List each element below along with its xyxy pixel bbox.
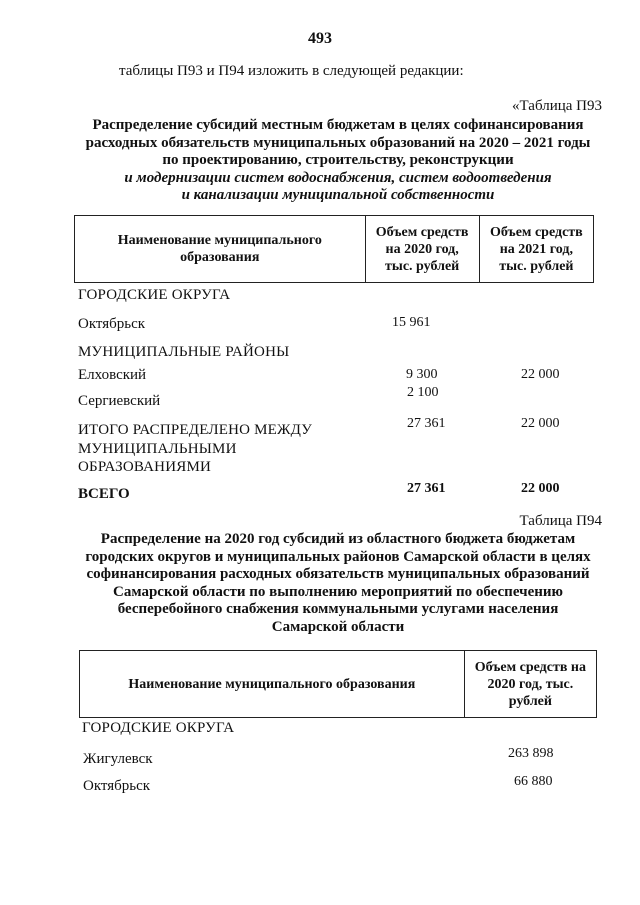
total-label: ВСЕГО [78, 486, 130, 502]
subtotal-line: МУНИЦИПАЛЬНЫМИ [78, 440, 237, 457]
table-93-ref: «Таблица П93 [512, 98, 602, 114]
table-93-title [60, 117, 616, 205]
total-value-2021: 22 000 [521, 481, 560, 496]
header-name: Наименование муниципального образования [80, 651, 465, 718]
subtotal-line: ОБРАЗОВАНИЯМИ [78, 459, 212, 475]
section-urban-districts: ГОРОДСКИЕ ОКРУГА [82, 720, 235, 736]
title-line: и модернизации систем водоснабжения, систем водоотведения [124, 169, 552, 186]
table-94-title [60, 531, 616, 637]
header-2021: Объем средств на 2021 год, тыс. рублей [479, 216, 593, 283]
row-name: Октябрьск [78, 316, 146, 332]
header-name: Наименование муниципального образования [75, 216, 366, 283]
intro-text: таблицы П93 и П94 изложить в следующей редакции: [119, 63, 464, 79]
row-value-2020: 2 100 [407, 385, 439, 400]
title-line: Самарской области [271, 618, 405, 635]
row-name: Елховский [78, 367, 147, 383]
title-line: по проектированию, строительству, реконструкции [162, 152, 514, 169]
title-line: Распределение субсидий местным бюджетам в целях софинансирования [92, 117, 584, 133]
title-line: Самарской области по выполнению мероприятий по обеспечению [113, 583, 563, 600]
row-name: Жигулевск [83, 751, 153, 767]
table-93-header [74, 215, 594, 283]
subtotal-line: ИТОГО РАСПРЕДЕЛЕНО МЕЖДУ [78, 422, 313, 438]
row-name: Сергиевский [78, 393, 161, 409]
row-value-2020: 15 961 [392, 315, 431, 330]
row-value-2021: 22 000 [521, 367, 560, 382]
title-line: Распределение на 2020 год субсидий из областного бюджета бюджетам [100, 531, 576, 547]
subtotal-label [78, 421, 312, 477]
row-name: Октябрьск [83, 778, 151, 794]
section-urban-districts: ГОРОДСКИЕ ОКРУГА [78, 287, 231, 303]
header-2020: Объем средств на 2020 год, тыс. рублей [365, 216, 479, 283]
section-municipal-districts: МУНИЦИПАЛЬНЫЕ РАЙОНЫ [78, 344, 290, 360]
subtotal-value-2020: 27 361 [407, 416, 446, 431]
table-94-ref: Таблица П94 [519, 513, 602, 529]
title-line: расходных обязательств муниципальных образований на 2020 – 2021 годы [85, 134, 591, 151]
page-number: 493 [308, 30, 332, 47]
title-line: и канализации муниципальной собственности [181, 187, 495, 204]
row-value-2020: 9 300 [406, 367, 438, 382]
total-value-2020: 27 361 [407, 481, 446, 496]
title-line: бесперебойного снабжения коммунальными услугами населения [117, 601, 559, 618]
table-94-header [79, 650, 597, 718]
subtotal-value-2021: 22 000 [521, 416, 560, 431]
row-value-2020: 66 880 [514, 774, 553, 789]
title-line: софинансирования расходных обязательств муниципальных образований [86, 566, 590, 583]
title-line: городских округов и муниципальных районов Самарской области в целях [85, 548, 591, 565]
header-2020: Объем средств на 2020 год, тыс. рублей [464, 651, 596, 718]
row-value-2020: 263 898 [508, 746, 554, 761]
